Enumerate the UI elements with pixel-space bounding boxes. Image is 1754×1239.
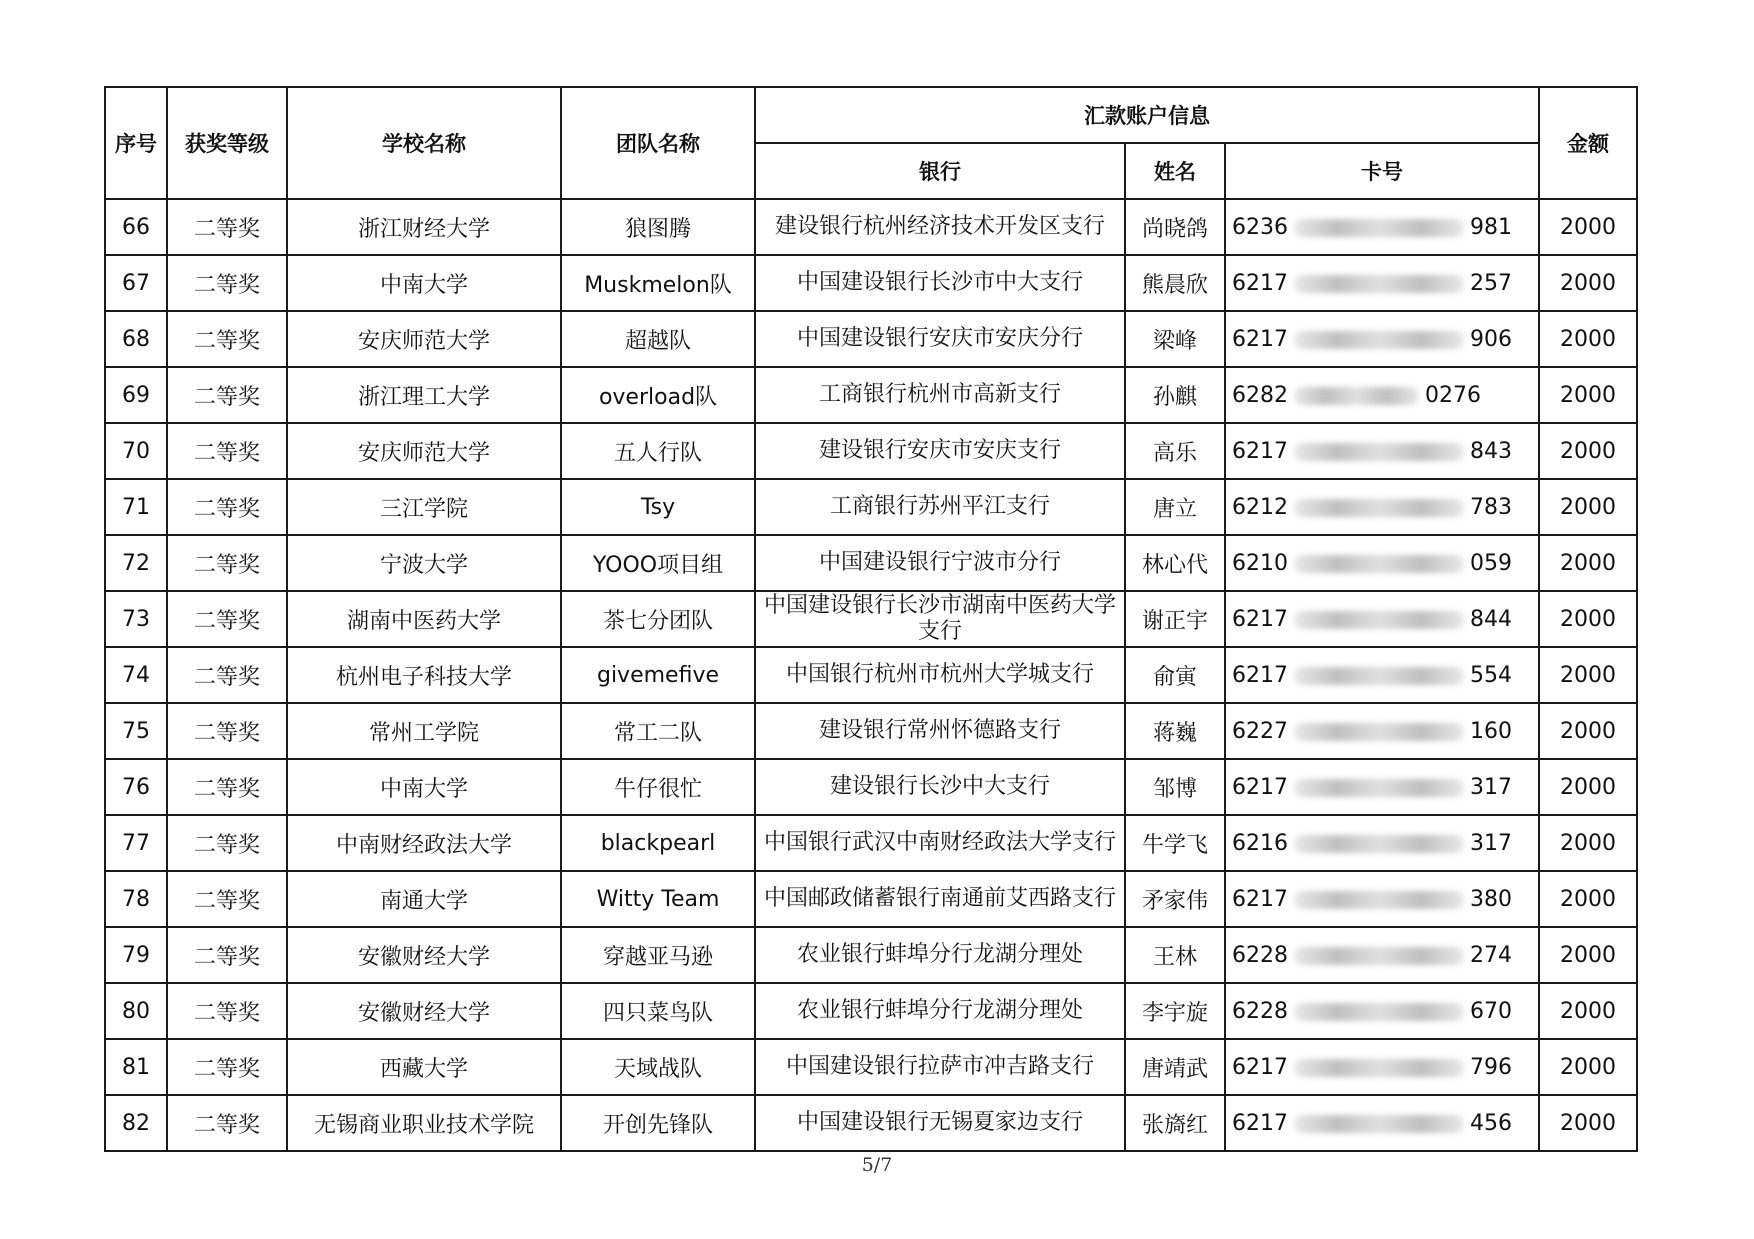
cell-card-number [1225,1095,1539,1151]
cell-amount: 2000 [1539,367,1637,423]
cell-award-level: 二等奖 [167,1095,287,1151]
cell-award-level: 二等奖 [167,703,287,759]
card-number-end: 554 [1470,662,1512,688]
card-number-start: 6217 [1232,774,1288,800]
cell-name: 蒋巍 [1125,703,1225,759]
cell-index: 70 [105,423,167,479]
table-row [105,311,1637,367]
cell-name: 唐靖武 [1125,1039,1225,1095]
cell-card-number [1225,927,1539,983]
cell-team: Tsy [561,479,755,535]
cell-amount: 2000 [1539,423,1637,479]
cell-card-number [1225,703,1539,759]
cell-school: 南通大学 [287,871,561,927]
cell-team: 茶七分团队 [561,591,755,647]
card-number-end: 317 [1470,830,1512,856]
cell-index: 81 [105,1039,167,1095]
cell-name: 梁峰 [1125,311,1225,367]
masked-digits [1294,499,1464,517]
masked-digits [1294,219,1464,237]
cell-school: 宁波大学 [287,535,561,591]
cell-award-level: 二等奖 [167,759,287,815]
table-body [105,199,1637,1151]
table-row [105,479,1637,535]
cell-team: overload队 [561,367,755,423]
cell-index: 71 [105,479,167,535]
cell-bank: 中国建设银行长沙市湖南中医药大学支行 [755,591,1125,647]
cell-team: 常工二队 [561,703,755,759]
card-number-start: 6217 [1232,886,1288,912]
cell-bank: 中国银行杭州市杭州大学城支行 [755,647,1125,703]
cell-award-level: 二等奖 [167,815,287,871]
cell-name: 孙麒 [1125,367,1225,423]
cell-school: 中南财经政法大学 [287,815,561,871]
table-row [105,199,1637,255]
cell-award-level: 二等奖 [167,591,287,647]
cell-card-number [1225,423,1539,479]
card-number-start: 6217 [1232,1110,1288,1136]
cell-index: 78 [105,871,167,927]
cell-card-number [1225,199,1539,255]
header-account-group: 汇款账户信息 [755,87,1539,143]
cell-amount: 2000 [1539,1039,1637,1095]
cell-school: 浙江理工大学 [287,367,561,423]
table-row [105,1095,1637,1151]
masked-digits [1294,723,1464,741]
card-number-end: 456 [1470,1110,1512,1136]
cell-name: 唐立 [1125,479,1225,535]
cell-team: 五人行队 [561,423,755,479]
cell-index: 72 [105,535,167,591]
cell-school: 三江学院 [287,479,561,535]
cell-index: 66 [105,199,167,255]
cell-award-level: 二等奖 [167,199,287,255]
masked-digits [1294,667,1464,685]
cell-bank: 建设银行长沙中大支行 [755,759,1125,815]
card-number-start: 6282 [1232,382,1288,408]
cell-name: 林心代 [1125,535,1225,591]
card-number-start: 6228 [1232,998,1288,1024]
header-bank: 银行 [755,143,1125,199]
cell-team: Witty Team [561,871,755,927]
cell-card-number [1225,815,1539,871]
cell-award-level: 二等奖 [167,1039,287,1095]
cell-card-number [1225,983,1539,1039]
cell-school: 无锡商业职业技术学院 [287,1095,561,1151]
card-number-start: 6228 [1232,942,1288,968]
cell-name: 熊晨欣 [1125,255,1225,311]
cell-team: 牛仔很忙 [561,759,755,815]
table-row [105,815,1637,871]
cell-team: 天域战队 [561,1039,755,1095]
cell-bank: 农业银行蚌埠分行龙湖分理处 [755,927,1125,983]
cell-name: 李宇旋 [1125,983,1225,1039]
card-number-end: 059 [1470,550,1512,576]
cell-award-level: 二等奖 [167,647,287,703]
card-number-end: 981 [1470,214,1512,240]
cell-bank: 工商银行苏州平江支行 [755,479,1125,535]
cell-bank: 工商银行杭州市高新支行 [755,367,1125,423]
cell-team: 开创先锋队 [561,1095,755,1151]
cell-bank: 建设银行安庆市安庆支行 [755,423,1125,479]
card-number-end: 274 [1470,942,1512,968]
cell-team: blackpearl [561,815,755,871]
card-number-end: 783 [1470,494,1512,520]
masked-digits [1294,835,1464,853]
cell-index: 80 [105,983,167,1039]
cell-name: 矛家伟 [1125,871,1225,927]
card-number-start: 6217 [1232,662,1288,688]
table-row [105,703,1637,759]
cell-bank: 中国建设银行拉萨市冲吉路支行 [755,1039,1125,1095]
cell-amount: 2000 [1539,927,1637,983]
masked-digits [1294,443,1464,461]
card-number-start: 6217 [1232,270,1288,296]
cell-name: 俞寅 [1125,647,1225,703]
card-number-end: 844 [1470,606,1512,632]
card-number-start: 6227 [1232,718,1288,744]
cell-amount: 2000 [1539,647,1637,703]
table-row [105,871,1637,927]
card-number-start: 6212 [1232,494,1288,520]
cell-school: 中南大学 [287,255,561,311]
cell-card-number [1225,255,1539,311]
cell-bank: 中国建设银行无锡夏家边支行 [755,1095,1125,1151]
cell-name: 尚晓鸽 [1125,199,1225,255]
table-row [105,535,1637,591]
table-row [105,367,1637,423]
cell-award-level: 二等奖 [167,927,287,983]
cell-index: 77 [105,815,167,871]
cell-team: 超越队 [561,311,755,367]
header-award-level: 获奖等级 [167,87,287,199]
card-number-start: 6217 [1232,326,1288,352]
table-row [105,591,1637,647]
masked-digits [1294,1059,1464,1077]
cell-team: 狼图腾 [561,199,755,255]
cell-bank: 中国建设银行宁波市分行 [755,535,1125,591]
cell-award-level: 二等奖 [167,367,287,423]
cell-bank: 中国邮政储蓄银行南通前艾西路支行 [755,871,1125,927]
masked-digits [1294,779,1464,797]
page-number: 5/7 [861,1154,893,1176]
cell-index: 68 [105,311,167,367]
card-number-start: 6217 [1232,606,1288,632]
cell-name: 牛学飞 [1125,815,1225,871]
card-number-start: 6210 [1232,550,1288,576]
card-number-end: 670 [1470,998,1512,1024]
cell-amount: 2000 [1539,255,1637,311]
table-row [105,255,1637,311]
cell-school: 安庆师范大学 [287,311,561,367]
card-number-end: 843 [1470,438,1512,464]
cell-index: 82 [105,1095,167,1151]
cell-school: 中南大学 [287,759,561,815]
cell-amount: 2000 [1539,871,1637,927]
cell-team: 穿越亚马逊 [561,927,755,983]
masked-digits [1294,947,1464,965]
card-number-start: 6217 [1232,1054,1288,1080]
masked-digits [1294,387,1419,405]
masked-digits [1294,331,1464,349]
header-index: 序号 [105,87,167,199]
cell-bank: 建设银行杭州经济技术开发区支行 [755,199,1125,255]
table-row [105,647,1637,703]
card-number-end: 160 [1470,718,1512,744]
cell-school: 安庆师范大学 [287,423,561,479]
table-row [105,1039,1637,1095]
cell-card-number [1225,647,1539,703]
cell-bank: 中国银行武汉中南财经政法大学支行 [755,815,1125,871]
header-card: 卡号 [1225,143,1539,199]
cell-card-number [1225,1039,1539,1095]
cell-index: 75 [105,703,167,759]
cell-amount: 2000 [1539,591,1637,647]
cell-award-level: 二等奖 [167,871,287,927]
cell-school: 杭州电子科技大学 [287,647,561,703]
cell-card-number [1225,871,1539,927]
card-number-start: 6217 [1232,438,1288,464]
award-table [104,86,1638,1152]
cell-award-level: 二等奖 [167,311,287,367]
card-number-end: 796 [1470,1054,1512,1080]
cell-team: 四只菜鸟队 [561,983,755,1039]
masked-digits [1294,1003,1464,1021]
header-school: 学校名称 [287,87,561,199]
cell-amount: 2000 [1539,983,1637,1039]
cell-bank: 农业银行蚌埠分行龙湖分理处 [755,983,1125,1039]
cell-bank: 中国建设银行安庆市安庆分行 [755,311,1125,367]
cell-index: 76 [105,759,167,815]
cell-name: 王林 [1125,927,1225,983]
table-row [105,983,1637,1039]
card-number-end: 380 [1470,886,1512,912]
header-team: 团队名称 [561,87,755,199]
masked-digits [1294,1115,1464,1133]
cell-index: 74 [105,647,167,703]
cell-name: 谢正宇 [1125,591,1225,647]
cell-card-number [1225,479,1539,535]
cell-team: YOOO项目组 [561,535,755,591]
cell-award-level: 二等奖 [167,535,287,591]
cell-team: givemefive [561,647,755,703]
table-row [105,423,1637,479]
masked-digits [1294,555,1464,573]
header-name: 姓名 [1125,143,1225,199]
cell-team: Muskmelon队 [561,255,755,311]
cell-index: 67 [105,255,167,311]
cell-school: 安徽财经大学 [287,983,561,1039]
cell-award-level: 二等奖 [167,255,287,311]
masked-digits [1294,891,1464,909]
cell-index: 69 [105,367,167,423]
cell-name: 张旖红 [1125,1095,1225,1151]
card-number-end: 317 [1470,774,1512,800]
cell-award-level: 二等奖 [167,983,287,1039]
cell-school: 湖南中医药大学 [287,591,561,647]
cell-school: 浙江财经大学 [287,199,561,255]
cell-amount: 2000 [1539,703,1637,759]
cell-amount: 2000 [1539,1095,1637,1151]
card-number-end: 0276 [1425,382,1481,408]
cell-index: 73 [105,591,167,647]
cell-name: 邹博 [1125,759,1225,815]
card-number-end: 906 [1470,326,1512,352]
cell-award-level: 二等奖 [167,423,287,479]
cell-card-number [1225,591,1539,647]
cell-bank: 建设银行常州怀德路支行 [755,703,1125,759]
header-row-top [105,87,1637,143]
cell-amount: 2000 [1539,535,1637,591]
table-row [105,927,1637,983]
cell-bank: 中国建设银行长沙市中大支行 [755,255,1125,311]
cell-amount: 2000 [1539,199,1637,255]
cell-index: 79 [105,927,167,983]
cell-school: 西藏大学 [287,1039,561,1095]
card-number-start: 6216 [1232,830,1288,856]
cell-amount: 2000 [1539,479,1637,535]
cell-name: 高乐 [1125,423,1225,479]
cell-card-number [1225,367,1539,423]
cell-amount: 2000 [1539,815,1637,871]
masked-digits [1294,275,1464,293]
table-row [105,759,1637,815]
cell-school: 安徽财经大学 [287,927,561,983]
masked-digits [1294,611,1464,629]
cell-card-number [1225,311,1539,367]
cell-amount: 2000 [1539,311,1637,367]
cell-school: 常州工学院 [287,703,561,759]
cell-award-level: 二等奖 [167,479,287,535]
card-number-end: 257 [1470,270,1512,296]
cell-card-number [1225,535,1539,591]
cell-card-number [1225,759,1539,815]
header-amount: 金额 [1539,87,1637,199]
cell-amount: 2000 [1539,759,1637,815]
card-number-start: 6236 [1232,214,1288,240]
